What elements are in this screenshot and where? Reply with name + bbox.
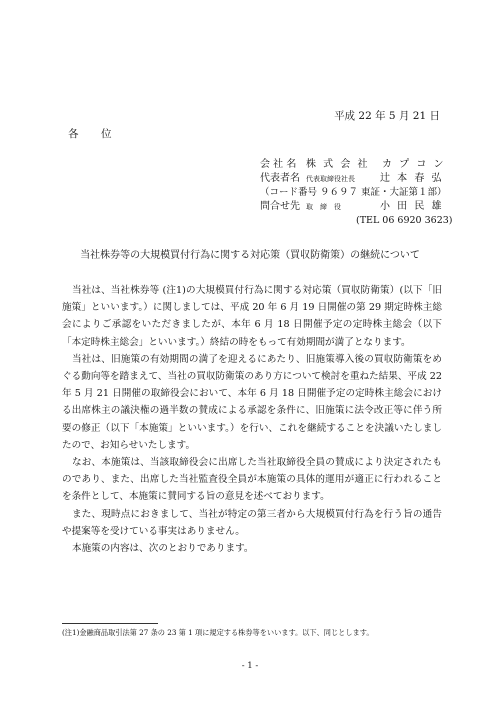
body-paragraph: 当社は、当社株券等 (注1)の大規模買付行為に関する対応策（買収防衛策）(以下「旧施策」といいます。）に関しましては、平成 20 年 6 月 19 日開催の第 29 期定時株主総会によりご承認をいただきましたが、本年 6 月 18 日開催予定の定時株主総会（以下「本定時株主総会」といいます。）終結の時をもって有効期間が満了となります。	[62, 285, 442, 348]
body-paragraph: 本施策の内容は、次のとおりであります。	[72, 543, 254, 555]
representative-title: 代表取締役社長	[306, 175, 355, 183]
contact-name: 小 田 民 雄	[380, 201, 444, 212]
footnote: (注1)金融商品取引法第 27 条の 23 第 1 項に規定する株券等をいいます。以下、同じとします。	[62, 628, 374, 637]
representative-row	[260, 172, 453, 186]
footnote-divider	[62, 623, 158, 624]
company-type: 株 式 会 社	[306, 159, 370, 170]
body-paragraph: なお、本施策は、当該取締役会に出席した当社取締役全員の賛成により決定されたものであり、また、出席した当社監査役全員が本施策の具体的運用が適正に行われることを条件として、本施策に賛同する旨の意見を述べております。	[62, 457, 442, 503]
issue-date: 平成 22 年 5 月 21 日	[334, 110, 440, 122]
body-paragraph: また、現時点におきまして、当社が特定の第三者から大規模買付行為を行う旨の通告や提案等を受けている事実はありません。	[62, 508, 442, 537]
document-title: 当社株券等の大規模買付行為に関する対応策（買収防衛策）の継続について	[80, 250, 420, 261]
contact-title: 取 締 役	[306, 203, 341, 211]
company-name-label: 会 社 名	[260, 159, 297, 170]
body-paragraph: 当社は、旧施策の有効期間の満了を迎えるにあたり、旧施策導入後の買収防衛策をめぐる動向等を踏まえて、当社の買収防衛策のあり方について検討を重ねた結果、平成 22 年 5 月 21 日開催の取締役会において、本年 6 月 18 日開催予定の定時株主総会における出席株主の議決権の過半数の賛成による承認を条件に、旧施策に法令改正等に伴う所要の修正（以下「本施策」といいます。）を行い、これを継続することを決議いたしましたので、お知らせいたします。	[62, 353, 442, 451]
company-info-block	[260, 158, 453, 228]
stock-code-line: （コード番号 ９６９７ 東証・大証第１部）	[260, 187, 447, 198]
representative-label: 代表者名	[260, 173, 300, 184]
document-body	[62, 270, 442, 557]
contact-row	[260, 200, 453, 214]
contact-telephone: (TEL 06 6920 3623)	[356, 215, 453, 226]
contact-label: 問合せ先	[260, 201, 300, 212]
company-brand: カ プ コ ン	[382, 159, 446, 170]
representative-name: 辻 本 春 弘	[380, 173, 444, 184]
addressee: 各 位	[68, 128, 118, 140]
page-number: - 1 -	[241, 661, 259, 671]
company-name-row	[260, 158, 453, 172]
